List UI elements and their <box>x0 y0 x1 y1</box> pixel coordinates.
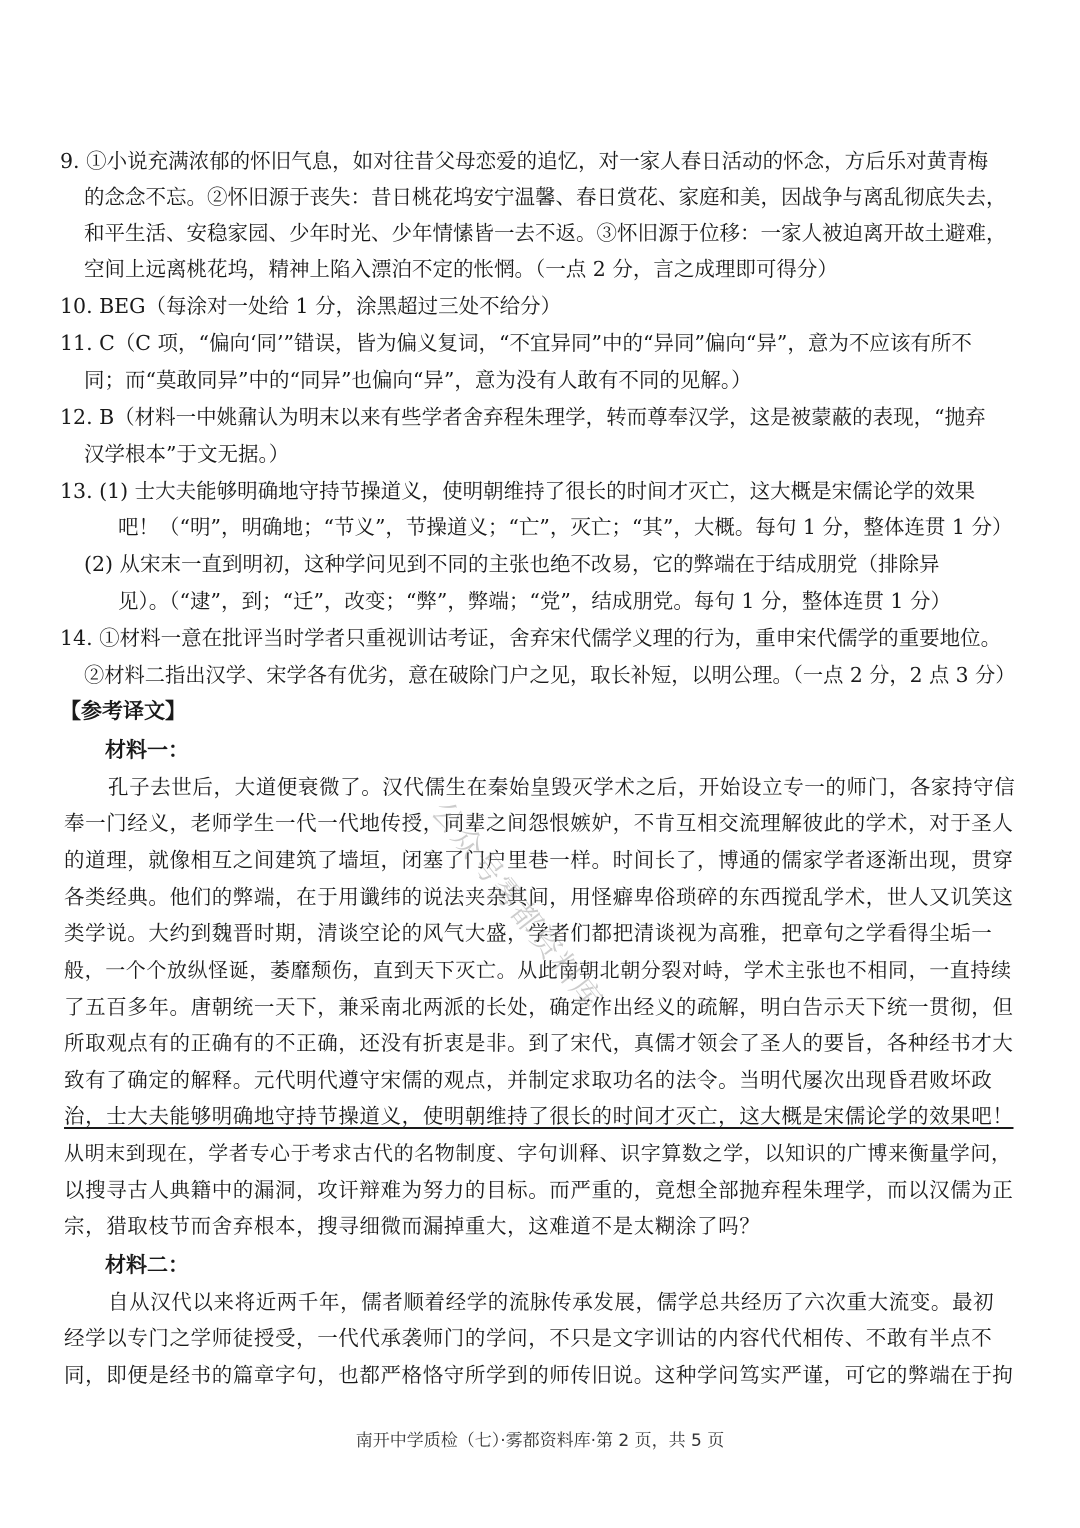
material-2-line: 经学以专门之学师徒授受，一代代承袭师门的学问，不只是文字训诂的内容代代相传、不敢有半点不 <box>64 1326 993 1350</box>
answer-12-line-2: 汉学根本”于文无据。） <box>84 442 290 466</box>
answer-14-line-2: ②材料二指出汉学、宋学各有优劣，意在破除门户之见，取长补短，以明公理。（一点 2 分，2 点 3 分） <box>84 663 1016 687</box>
answer-11-line-2: 同；而“莫敢同异”中的“同异”也偏向“异”，意为没有人敢有不同的见解。） <box>84 368 752 392</box>
material-1-line: 孔子去世后，大道便衰微了。汉代儒生在秦始皇毁灭学术之后，开始设立专一的师门，各家持守信 <box>108 775 1016 799</box>
material-1-line: 的道理，就像相互之间建筑了墙垣，闭塞了门户里巷一样。时间长了，博通的儒家学者逐渐出现，贯穿 <box>64 848 1014 872</box>
answer-13-line-4: 见）。（“逮”，到；“迁”，改变；“弊”，弊端；“党”，结成朋党。每句 1 分，整体连贯 1 分） <box>118 589 951 613</box>
material-1-label: 材料一： <box>105 738 189 762</box>
answer-13-line-2: 吧！（“明”，明确地；“节义”，节操道义；“亡”，灭亡；“其”，大概。每句 1 分，整体连贯 1 分） <box>118 515 1013 539</box>
answer-11-line-1: 11. C（C 项，“偏向‘同’”错误，皆为偏义复词，“不宜异同”中的“异同”偏向“异”，意为不应该有所不 <box>60 331 972 355</box>
answer-9-line-3: 和平生活、安稳家园、少年时光、少年情愫皆一去不返。③怀旧源于位移：一家人被迫离开故土避难， <box>84 221 1007 245</box>
answer-14-line-1: 14. ①材料一意在批评当时学者只重视训诂考证，舍弃宋代儒学义理的行为，重申宋代儒学的重要地位。 <box>60 626 1002 650</box>
material-1-line: 所取观点有的正确有的不正确，还没有折衷是非。到了宋代，真儒才领会了圣人的要旨，各种经书才大 <box>64 1031 1014 1055</box>
material-1-line: 各类经典。他们的弊端，在于用谶纬的说法夹杂其间，用怪癖卑俗琐碎的东西搅乱学术，世人又讥笑这 <box>64 885 1014 909</box>
page-footer: 南开中学质检（七）·雾都资料库·第 2 页，共 5 页 <box>355 1431 725 1451</box>
watermark: 公众号雾都资料库 <box>424 794 610 1019</box>
material-1-line: 奉一门经义，老师学生一代一代地传授，同辈之间怨恨嫉妒，不肯互相交流理解彼此的学术，对于圣人 <box>64 811 1014 835</box>
material-1-line: 了五百多年。唐朝统一天下，兼采南北两派的长处，确定作出经义的疏解，明白告示天下统一贯彻，但 <box>64 995 1014 1019</box>
answer-10: 10. BEG（每涂对一处给 1 分，涂黑超过三处不给分） <box>60 294 562 318</box>
material-1-line: 从明末到现在，学者专心于考求古代的名物制度、字句训释、识字算数之学，以知识的广博来衡量学问， <box>64 1141 1012 1165</box>
material-1-line: 致有了确定的解释。元代明代遵守宋儒的观点，并制定求取功名的法令。当明代屡次出现昏君败坏政 <box>64 1068 993 1092</box>
answer-9-line-2: 的念念不忘。②怀旧源于丧失：昔日桃花坞安宁温馨、春日赏花、家庭和美，因战争与离乱彻底失去， <box>84 185 1007 209</box>
answer-9-line-4: 空间上远离桃花坞，精神上陷入漂泊不定的怅惘。（一点 2 分，言之成理即可得分） <box>84 257 838 281</box>
material-2-line: 同，即便是经书的篇章字句，也都严格恪守所学到的师传旧说。这种学问笃实严谨，可它的弊端在于拘 <box>64 1363 1014 1387</box>
material-1-line: 般，一个个放纵怪诞，萎靡颓伤，直到天下灭亡。从此南朝北朝分裂对峙，学术主张也不相同，一直持续 <box>64 958 1012 982</box>
answer-13-line-1: 13. (1) 士大夫能够明确地守持节操道义，使明朝维持了很长的时间才灭亡，这大概是宋儒论学的效果 <box>60 479 976 503</box>
material-1-line: 以搜寻古人典籍中的漏洞，攻讦辩难为努力的目标。而严重的，竟想全部抛弃程朱理学，而以汉儒为正 <box>64 1178 1014 1202</box>
answer-12-line-1: 12. B（材料一中姚鼐认为明末以来有些学者舍弃程朱理学，转而尊奉汉学，这是被蒙蔽的表现，“抛弃 <box>60 405 986 429</box>
translation-heading: 【参考译文】 <box>60 699 186 723</box>
answer-13-line-3: (2) 从宋末一直到明初，这种学问见到不同的主张也绝不改易，它的弊端在于结成朋党（排除异 <box>84 552 940 576</box>
material-1-underlined-line: 治，士大夫能够明确地守持节操道义，使明朝维持了很长的时间才灭亡，这大概是宋儒论学的效果吧！ <box>64 1104 1014 1128</box>
material-1-line: 宗，猎取枝节而舍弃根本，搜寻细微而漏掉重大，这难道不是太糊涂了吗？ <box>64 1214 761 1238</box>
answer-9-line-1: 9. ①小说充满浓郁的怀旧气息，如对往昔父母恋爱的追忆，对一家人春日活动的怀念，方后乐对黄青梅 <box>60 149 989 173</box>
material-2-label: 材料二： <box>105 1253 189 1277</box>
material-1-line: 类学说。大约到魏晋时期，清谈空论的风气大盛，学者们都把清谈视为高雅，把章句之学看得尘垢一 <box>64 921 993 945</box>
material-2-line: 自从汉代以来将近两千年，儒者顺着经学的流脉传承发展，儒学总共经历了六次重大流变。最初 <box>108 1290 995 1314</box>
